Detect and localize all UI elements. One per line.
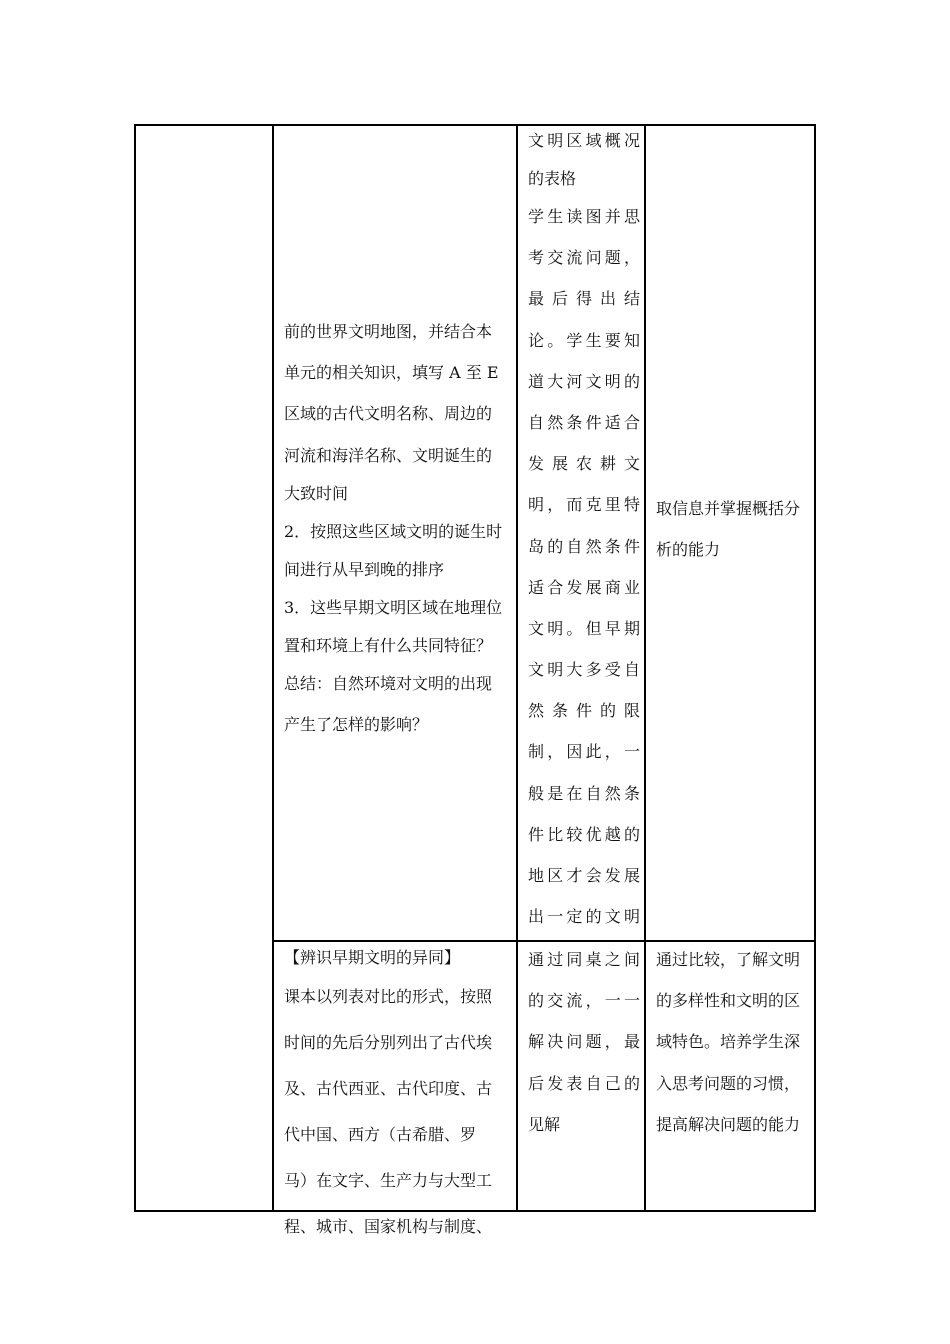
text-line: 最后得出结: [528, 289, 640, 309]
text-line: 道大河文明的: [528, 371, 640, 391]
text-line: 单元的相关知识，填写 A 至 E: [284, 363, 499, 383]
text-line: 出一定的文明: [528, 907, 640, 927]
text-line: 考交流问题，: [528, 248, 640, 268]
text-line: 发展农耕文: [528, 454, 640, 474]
text-line: 自然条件适合: [528, 412, 640, 432]
text-line: 2．按照这些区域文明的诞生时: [284, 521, 503, 541]
text-line: 代中国、西方（古希腊、罗: [284, 1125, 477, 1144]
text-line: 产生了怎样的影响？: [284, 714, 429, 734]
text-line: 学生读图并思: [528, 207, 640, 227]
lesson-plan-table: [134, 124, 816, 1236]
text-line: 提高解决问题的能力: [656, 1114, 801, 1134]
text-line: 马）在文字、生产力与大型工: [284, 1171, 493, 1190]
text-line: 置和环境上有什么共同特征？: [284, 635, 493, 655]
text-line: 前的世界文明地图，并结合本: [284, 322, 493, 341]
text-line: 大致时间: [284, 483, 349, 503]
text-line: 区域的古代文明名称、周边的: [284, 404, 493, 424]
column-divider-2: [516, 126, 518, 1210]
text-line: 取信息并掌握概括分: [656, 499, 801, 518]
column-divider-3: [644, 126, 646, 1210]
text-line: 解决问题，最: [528, 1032, 640, 1052]
row1-design-intent-cell: [656, 488, 814, 570]
text-line: 般是在自然条: [528, 783, 640, 803]
text-line: 地区才会发展: [528, 866, 640, 885]
text-line: 析的能力: [656, 540, 721, 560]
text-line: 程、城市、国家机构与制度、: [284, 1217, 493, 1236]
text-line: 后发表自己的: [528, 1073, 640, 1093]
text-line: 论。学生要知: [528, 330, 640, 350]
row1-activity-cell: [284, 311, 510, 745]
text-line: 及、古代西亚、古代印度、古: [284, 1079, 493, 1098]
text-line: 课本以列表对比的形式，按照: [284, 987, 493, 1006]
section-heading: 【辨识早期文明的异同】: [284, 948, 461, 967]
row1-student-activity-cell: [528, 120, 640, 937]
text-line: 入思考问题的习惯，: [656, 1073, 801, 1093]
text-line: 文明区域概况: [528, 131, 640, 150]
text-line: 通过同桌之间: [528, 950, 640, 969]
text-line: 的多样性和文明的区: [656, 991, 801, 1011]
text-line: 适合发展商业: [528, 577, 640, 597]
text-line: 总结：自然环境对文明的出现: [284, 673, 493, 693]
text-line: 制，因此，一: [528, 742, 640, 762]
row2-design-intent-cell: [656, 939, 814, 1145]
text-line: 间进行从早到晚的排序: [284, 559, 445, 579]
text-line: 件比较优越的: [528, 824, 640, 844]
row2-student-activity-cell: [528, 939, 640, 1145]
text-line: 3．这些早期文明区域在地理位: [284, 597, 503, 617]
text-line: 时间的先后分别列出了古代埃: [284, 1033, 493, 1052]
text-line: 然条件的限: [528, 701, 640, 721]
text-line: 明，而克里特: [528, 495, 640, 515]
text-line: 见解: [528, 1114, 561, 1134]
text-line: 文明。但早期: [528, 618, 640, 638]
text-line: 域特色。培养学生深: [656, 1032, 801, 1052]
text-line: 的表格: [528, 169, 577, 189]
text-line: 通过比较，了解文明: [656, 950, 801, 969]
text-line: 的交流，一一: [528, 991, 640, 1011]
text-line: 岛的自然条件: [528, 536, 640, 556]
row2-activity-cell: [284, 942, 510, 1250]
text-line: 文明大多受自: [528, 660, 640, 680]
column-divider-1: [272, 126, 274, 1210]
text-line: 河流和海洋名称、文明诞生的: [284, 445, 493, 465]
